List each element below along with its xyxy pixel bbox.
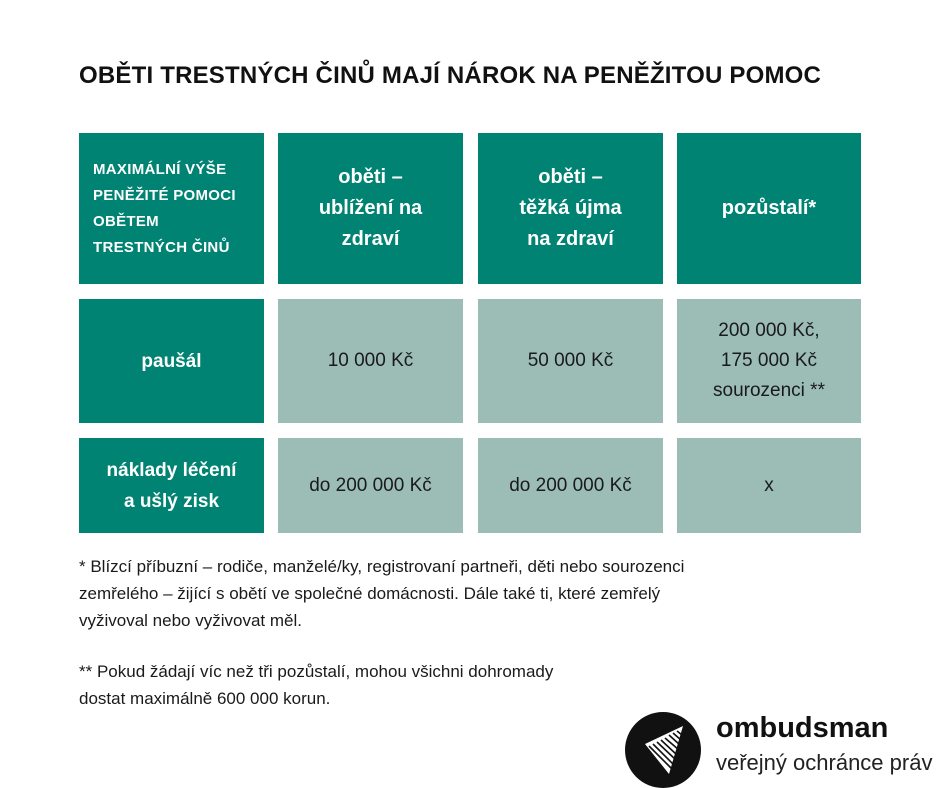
table-cell: 200 000 Kč, 175 000 Kč sourozenci **	[677, 299, 861, 423]
table-cell: do 200 000 Kč	[478, 438, 663, 533]
table-cell: 50 000 Kč	[478, 299, 663, 423]
page-title: OBĚTI TRESTNÝCH ČINŮ MAJÍ NÁROK NA PENĚŽITOU POMOC	[79, 62, 822, 89]
logo-name: ombudsman	[716, 712, 889, 744]
column-header-serious-injury: oběti – těžká újma na zdraví	[478, 133, 663, 284]
table-corner-header: MAXIMÁLNÍ VÝŠE PENĚŽITÉ POMOCI OBĚTEM TRESTNÝCH ČINŮ	[79, 133, 264, 284]
row-header-treatment-costs: náklady léčení a ušlý zisk	[79, 438, 264, 533]
footnote-siblings: ** Pokud žádají víc než tři pozůstalí, mohou všichni dohromady dostat maximálně 600 000 korun.	[79, 662, 554, 708]
column-header-survivors: pozůstalí*	[677, 133, 861, 284]
row-header-lump-sum: paušál	[79, 299, 264, 423]
table-cell: do 200 000 Kč	[278, 438, 463, 533]
column-header-injury: oběti – ublížení na zdraví	[278, 133, 463, 284]
table-cell: 10 000 Kč	[278, 299, 463, 423]
ombudsman-logo-icon	[625, 712, 701, 788]
logo-subtitle: veřejný ochránce práv	[716, 750, 933, 775]
footnote-survivors: * Blízcí příbuzní – rodiče, manželé/ky, registrovaní partneři, děti nebo sourozenci zemřelého – žijící s obětí ve společné domácnosti. Dále také ti, které zemřelý vyživoval nebo vyživovat měl.	[79, 557, 685, 630]
table-cell: x	[677, 438, 861, 533]
